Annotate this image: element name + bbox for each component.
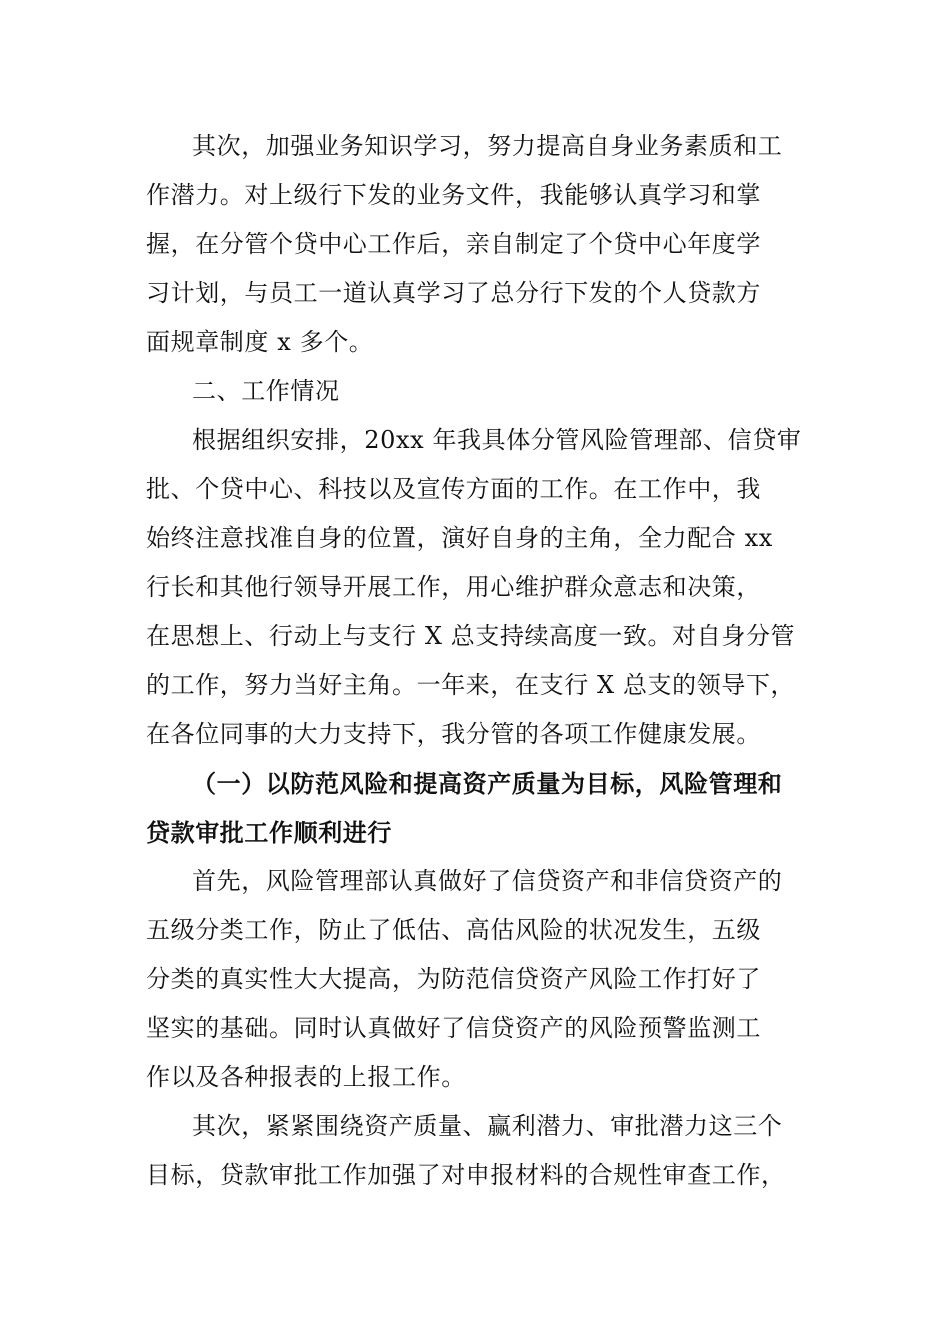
paragraph-line: 在各位同事的大力支持下，我分管的各项工作健康发展。: [146, 720, 761, 748]
paragraph-line: 坚实的基础。同时认真做好了信贷资产的风险预警监测工: [146, 1014, 761, 1042]
paragraph-line: 目标，贷款审批工作加强了对申报材料的合规性审查工作，: [146, 1161, 786, 1189]
paragraph-line: 握，在分管个贷中心工作后，亲自制定了个贷中心年度学: [146, 230, 761, 258]
document-body: [146, 122, 806, 1200]
paragraph-line: 的工作，努力当好主角。一年来，在支行 X 总支的领导下，: [146, 671, 796, 699]
paragraph-line: 作以及各种报表的上报工作。: [146, 1063, 466, 1091]
paragraph-line: 其次，紧紧围绕资产质量、赢利潜力、审批潜力这三个: [192, 1112, 783, 1140]
paragraph-line: 在思想上、行动上与支行 X 总支持续高度一致。对自身分管: [146, 622, 796, 650]
paragraph-line: 行长和其他行领导开展工作，用心维护群众意志和决策，: [146, 573, 761, 601]
paragraph-line: 习计划，与员工一道认真学习了总分行下发的个人贷款方: [146, 279, 761, 307]
section-heading: 二、工作情况: [192, 377, 340, 405]
paragraph-line: 首先，风险管理部认真做好了信贷资产和非信贷资产的: [192, 867, 783, 895]
paragraph-line: 批、个贷中心、科技以及宣传方面的工作。在工作中，我: [146, 475, 761, 503]
paragraph-line: 其次，加强业务知识学习，努力提高自身业务素质和工: [192, 132, 783, 160]
paragraph-line: 面规章制度 x 多个。: [146, 328, 374, 356]
subsection-heading: （一）以防范风险和提高资产质量为目标，风险管理和: [192, 769, 783, 798]
paragraph-line: 分类的真实性大大提高，为防范信贷资产风险工作打好了: [146, 965, 761, 993]
paragraph-line: 作潜力。对上级行下发的业务文件，我能够认真学习和掌: [146, 181, 761, 209]
paragraph-line: 根据组织安排，20xx 年我具体分管风险管理部、信贷审: [192, 426, 802, 454]
paragraph-line: 始终注意找准自身的位置，演好自身的主角，全力配合 xx: [146, 524, 773, 552]
subsection-heading: 贷款审批工作顺利进行: [146, 818, 392, 847]
paragraph-line: 五级分类工作，防止了低估、高估风险的状况发生，五级: [146, 916, 761, 944]
